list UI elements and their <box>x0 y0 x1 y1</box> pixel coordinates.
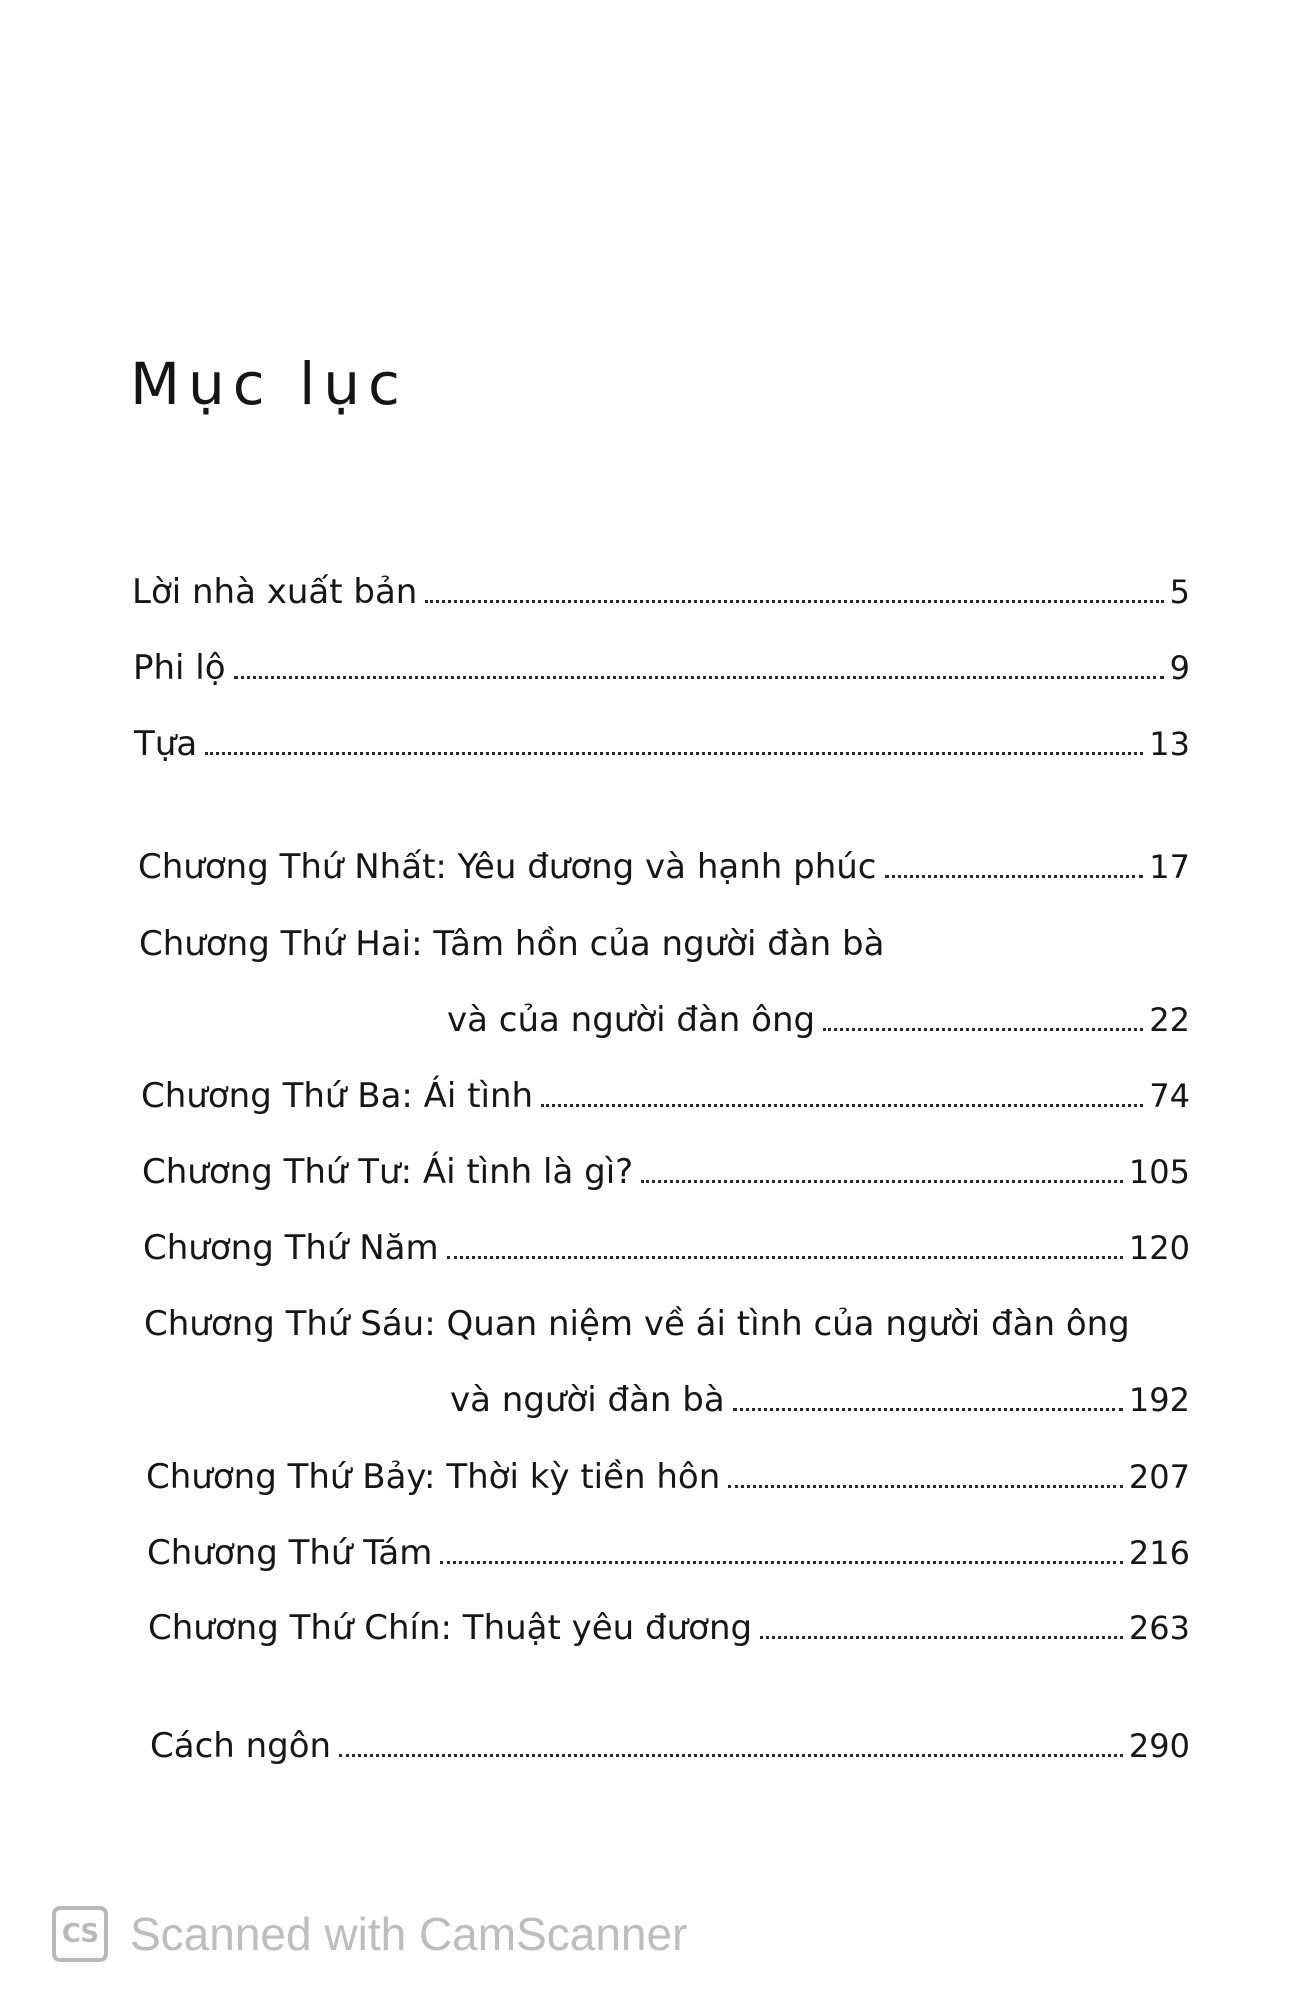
toc-entry-first-line <box>144 1302 1136 1346</box>
toc-entry <box>148 1606 1190 1650</box>
toc-entry <box>143 1226 1190 1270</box>
toc-entry-page: 13 <box>1149 725 1190 763</box>
toc-entry-page: 192 <box>1128 1381 1190 1419</box>
toc-leader <box>205 752 1143 755</box>
toc-entry-page: 74 <box>1149 1077 1190 1115</box>
toc-entry-page: 105 <box>1128 1153 1190 1191</box>
toc-entry <box>150 1724 1190 1768</box>
toc-entry-page: 216 <box>1128 1534 1190 1572</box>
toc-leader <box>447 1256 1123 1259</box>
toc-entry <box>147 1531 1190 1575</box>
toc-leader <box>728 1485 1123 1488</box>
toc-entry <box>133 646 1190 690</box>
toc-entry-continuation <box>447 998 1190 1042</box>
toc-entry-first-line <box>139 922 890 966</box>
toc-leader <box>541 1104 1143 1107</box>
toc-entry-page: 120 <box>1128 1229 1190 1267</box>
toc-leader <box>440 1561 1123 1564</box>
toc-leader <box>234 676 1164 679</box>
toc-leader <box>760 1636 1123 1639</box>
toc-leader <box>885 875 1144 878</box>
toc-entry-label: Phi lộ <box>133 648 226 688</box>
toc-entry-page: 17 <box>1149 848 1190 886</box>
toc-entry-page: 207 <box>1128 1458 1190 1496</box>
toc-entry <box>141 1074 1190 1118</box>
watermark-text: Scanned with CamScanner <box>130 1908 688 1960</box>
toc-leader <box>733 1408 1123 1411</box>
toc-entry-page: 290 <box>1128 1727 1190 1765</box>
toc-entry-label: Chương Thứ Sáu: Quan niệm về ái tình của người đàn ông <box>144 1304 1130 1344</box>
toc-entry-label-cont: và của người đàn ông <box>447 1000 816 1040</box>
toc-entry-label: Chương Thứ Tư: Ái tình là gì? <box>142 1152 634 1192</box>
toc-leader <box>425 600 1163 603</box>
toc-entry-label: Tựa <box>134 724 198 764</box>
toc-entry-label: Chương Thứ Ba: Ái tình <box>141 1076 534 1116</box>
toc-entry-label: Chương Thứ Chín: Thuật yêu đương <box>148 1608 753 1648</box>
toc-entry-label: Chương Thứ Tám <box>147 1533 433 1573</box>
toc-entry-label: Lời nhà xuất bản <box>132 572 418 612</box>
toc-entry <box>132 570 1190 614</box>
toc-entry <box>146 1455 1190 1499</box>
camscanner-logo-icon: CS <box>52 1906 108 1962</box>
toc-entry-label: Cách ngôn <box>150 1726 332 1766</box>
toc-entry-page: 22 <box>1149 1001 1190 1039</box>
toc-entry <box>142 1150 1190 1194</box>
toc-leader <box>339 1754 1123 1757</box>
toc-entry-page: 263 <box>1128 1609 1190 1647</box>
toc-leader <box>823 1028 1143 1031</box>
page-title: Mục lục <box>130 350 408 418</box>
toc-entry-label: Chương Thứ Nhất: Yêu đương và hạnh phúc <box>138 847 877 887</box>
toc-entry-page: 9 <box>1169 649 1190 687</box>
toc-entry-label: Chương Thứ Hai: Tâm hồn của người đàn bà <box>139 924 885 964</box>
toc-entry-label-cont: và người đàn bà <box>450 1380 725 1420</box>
toc-entry-page: 5 <box>1169 573 1190 611</box>
toc-leader <box>641 1180 1123 1183</box>
toc-entry-continuation <box>450 1378 1190 1422</box>
camscanner-watermark <box>52 1906 687 1962</box>
toc-entry <box>134 722 1190 766</box>
toc-entry-label: Chương Thứ Năm <box>143 1228 439 1268</box>
toc-entry <box>138 845 1190 889</box>
toc-entry-label: Chương Thứ Bảy: Thời kỳ tiền hôn <box>146 1457 721 1497</box>
